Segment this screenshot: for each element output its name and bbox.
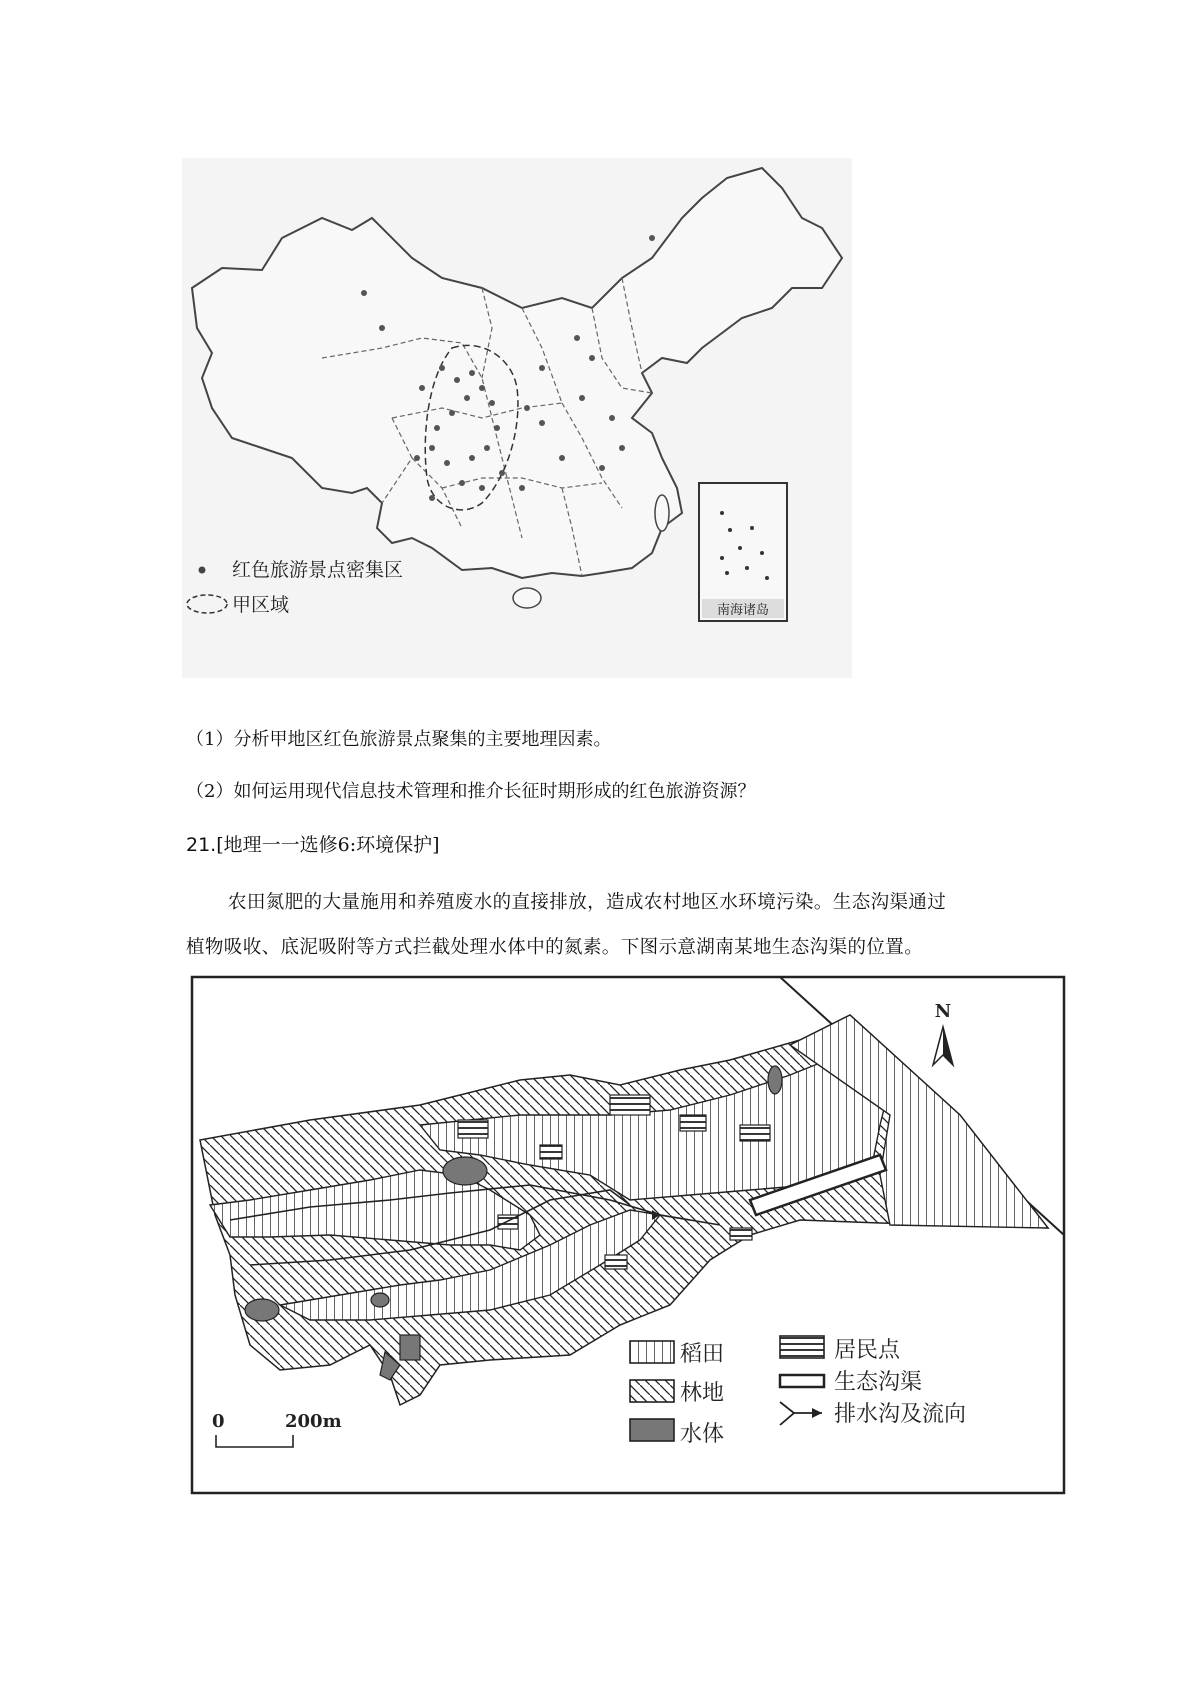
scale-zero: 0 (212, 1411, 225, 1432)
legend-water-label: 水体 (680, 1422, 725, 1447)
legend-settlement-label: 居民点 (834, 1338, 901, 1363)
question-2: （2）如何运用现代信息技术管理和推介长征时期形成的红色旅游资源？ (186, 781, 756, 802)
scale-value: 200m (285, 1411, 342, 1432)
legend-settlement-swatch (780, 1336, 824, 1358)
section-title: [地理一一选修6:环境保护] (216, 834, 440, 856)
legend-paddy-label: 稻田 (680, 1342, 725, 1367)
eco-ditch-map (190, 975, 1066, 1495)
legend-eco-ditch-label: 生态沟渠 (834, 1370, 923, 1395)
china-red-tourism-map (182, 158, 852, 678)
legend-forest-swatch (630, 1380, 674, 1402)
legend-drain-label: 排水沟及流向 (834, 1402, 967, 1427)
legend-water-swatch (630, 1419, 674, 1441)
legend-dot-label: 红色旅游景点密集区 (232, 559, 404, 581)
north-label: N (934, 1001, 952, 1022)
paragraph-line-2: 植物吸收、底泥吸附等方式拦截处理水体中的氮素。下图示意湖南某地生态沟渠的位置。 (186, 937, 924, 958)
china-map-svg (182, 158, 852, 678)
paragraph-line-1: 农田氮肥的大量施用和养殖废水的直接排放，造成农村地区水环境污染。生态沟渠通过 (228, 892, 947, 913)
section-header (186, 830, 440, 857)
hainan-shape (513, 588, 541, 608)
legend-paddy-swatch (630, 1341, 674, 1363)
legend-forest-label: 林地 (680, 1381, 725, 1406)
legend-dash-label: 甲区域 (232, 594, 290, 616)
legend-eco-ditch-swatch (780, 1375, 824, 1387)
taiwan-shape (655, 495, 669, 531)
question-1: （1）分析甲地区红色旅游景点聚集的主要地理因素。 (186, 729, 612, 750)
eco-ditch-svg (190, 975, 1066, 1495)
legend-dot-icon (199, 567, 206, 574)
section-number: 21. (186, 834, 217, 856)
inset-label: 南海诸岛 (716, 603, 770, 618)
